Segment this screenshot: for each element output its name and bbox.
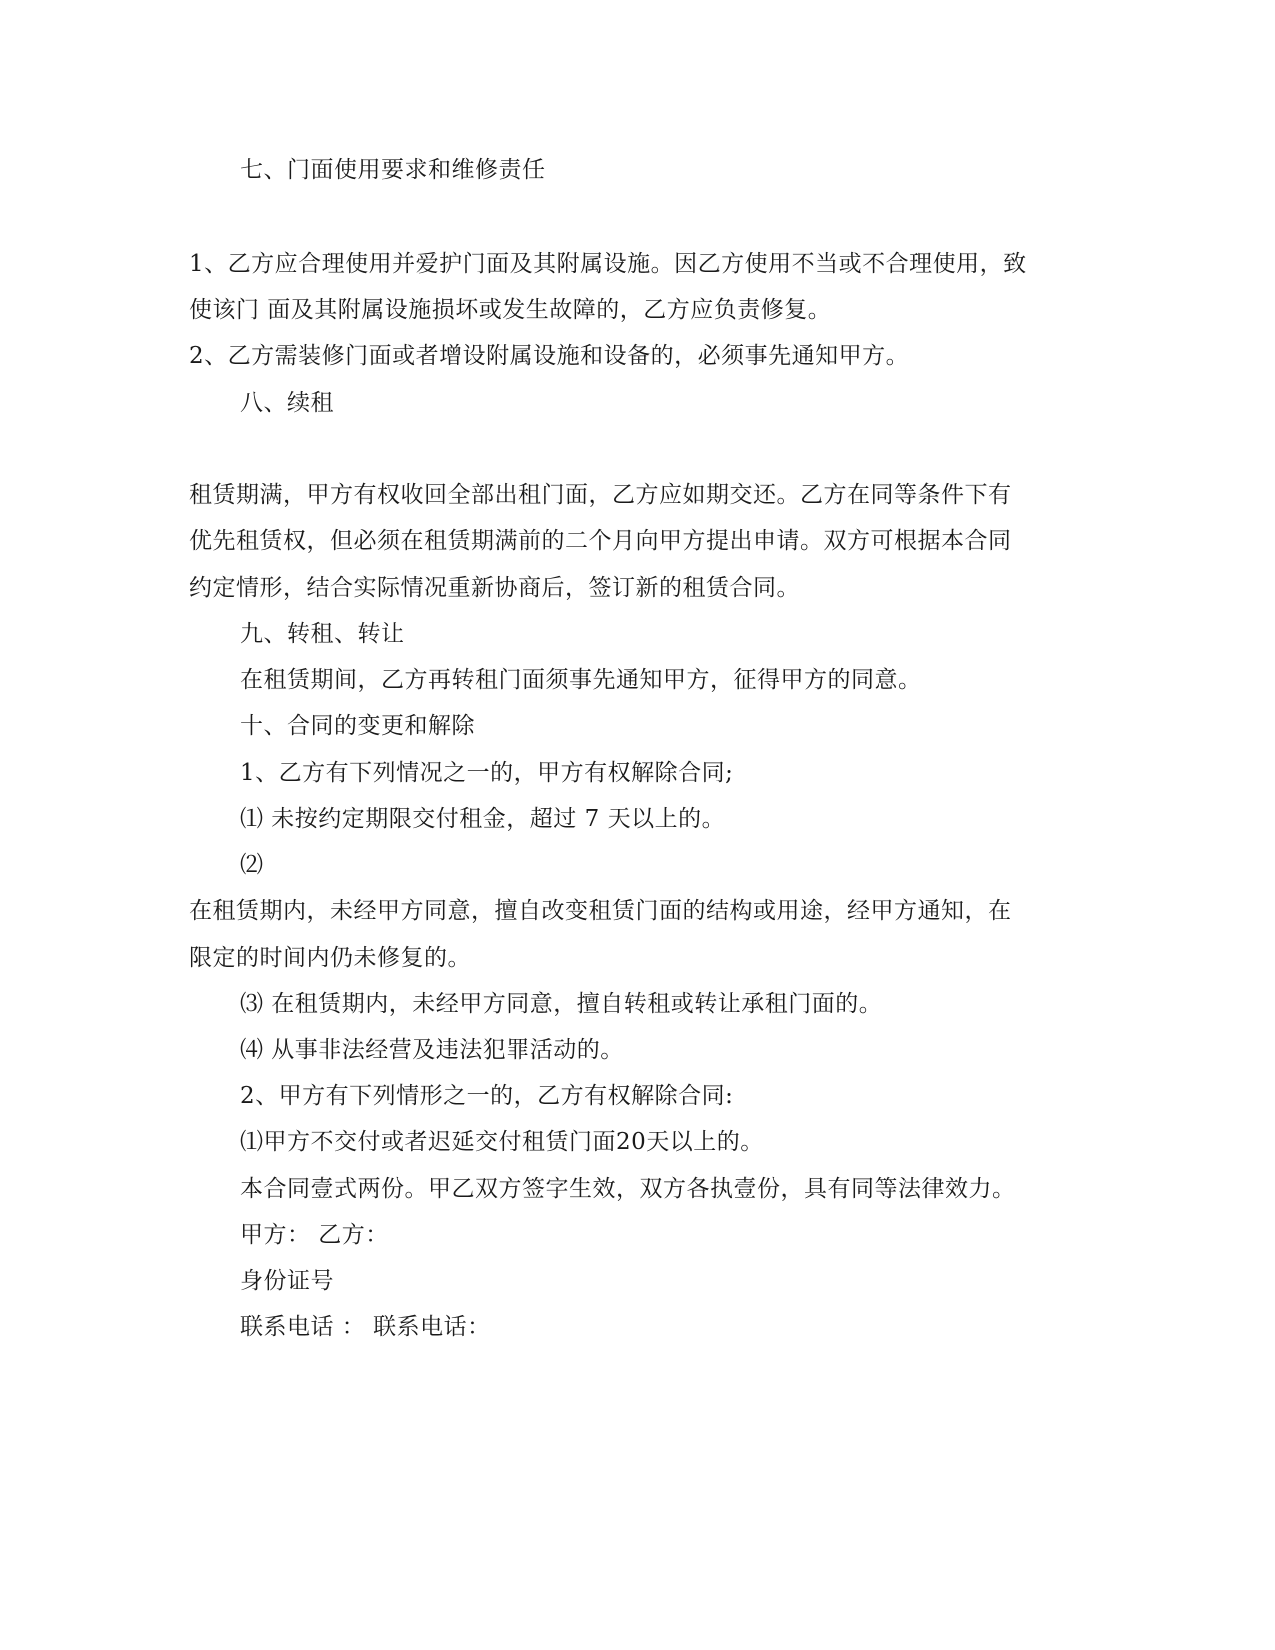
id-number-label: 身份证号 xyxy=(240,1268,334,1294)
section-10-clause-1-item-3: ⑶ 在租赁期内，未经甲方同意，擅自转租或转让承租门面的。 xyxy=(240,991,883,1017)
closing-copies: 本合同壹式两份。甲乙双方签字生效，双方各执壹份，具有同等法律效力。 xyxy=(240,1176,1016,1202)
section-10-clause-2-item-1: ⑴甲方不交付或者迟延交付租赁门面20天以上的。 xyxy=(240,1129,764,1155)
section-9-line-1: 在租赁期间，乙方再转租门面须事先通知甲方，征得甲方的同意。 xyxy=(240,667,922,693)
section-8-line-1: 租赁期满，甲方有权收回全部出租门面，乙方应如期交还。乙方在同等条件下有 xyxy=(189,482,1012,508)
section-10-clause-1-item-2-label: ⑵ xyxy=(240,852,264,878)
section-8-line-3: 约定情形，结合实际情况重新协商后，签订新的租赁合同。 xyxy=(189,575,800,601)
signature-parties: 甲方： 乙方： xyxy=(240,1222,389,1248)
section-7-heading: 七、门面使用要求和维修责任 xyxy=(240,157,546,183)
section-8-heading: 八、续租 xyxy=(240,390,334,416)
section-8-line-2: 优先租赁权，但必须在租赁期满前的二个月向甲方提出申请。双方可根据本合同 xyxy=(189,528,1012,554)
section-10-clause-1-item-1: ⑴ 未按约定期限交付租金，超过 7 天以上的。 xyxy=(240,806,726,832)
section-10-clause-1-item-4: ⑷ 从事非法经营及违法犯罪活动的。 xyxy=(240,1037,624,1063)
section-7-item-1-line-2: 使该门 面及其附属设施损坏或发生故障的，乙方应负责修复。 xyxy=(189,297,832,323)
section-10-clause-1-item-2-line-2: 限定的时间内仍未修复的。 xyxy=(189,945,471,971)
section-10-clause-1-item-2-line-1: 在租赁期内，未经甲方同意，擅自改变租赁门面的结构或用途，经甲方通知，在 xyxy=(189,898,1012,924)
contact-phones: 联系电话 ： 联系电话： xyxy=(240,1314,491,1340)
section-9-heading: 九、转租、转让 xyxy=(240,621,405,647)
section-10-clause-1-intro: 1、乙方有下列情况之一的，甲方有权解除合同; xyxy=(240,760,734,786)
section-7-item-2: 2、乙方需装修门面或者增设附属设施和设备的，必须事先通知甲方。 xyxy=(189,343,910,369)
section-10-heading: 十、合同的变更和解除 xyxy=(240,713,475,739)
section-7-item-1-line-1: 1、乙方应合理使用并爱护门面及其附属设施。因乙方使用不当或不合理使用，致 xyxy=(189,251,1027,277)
section-10-clause-2-intro: 2、甲方有下列情形之一的，乙方有权解除合同: xyxy=(240,1083,734,1109)
